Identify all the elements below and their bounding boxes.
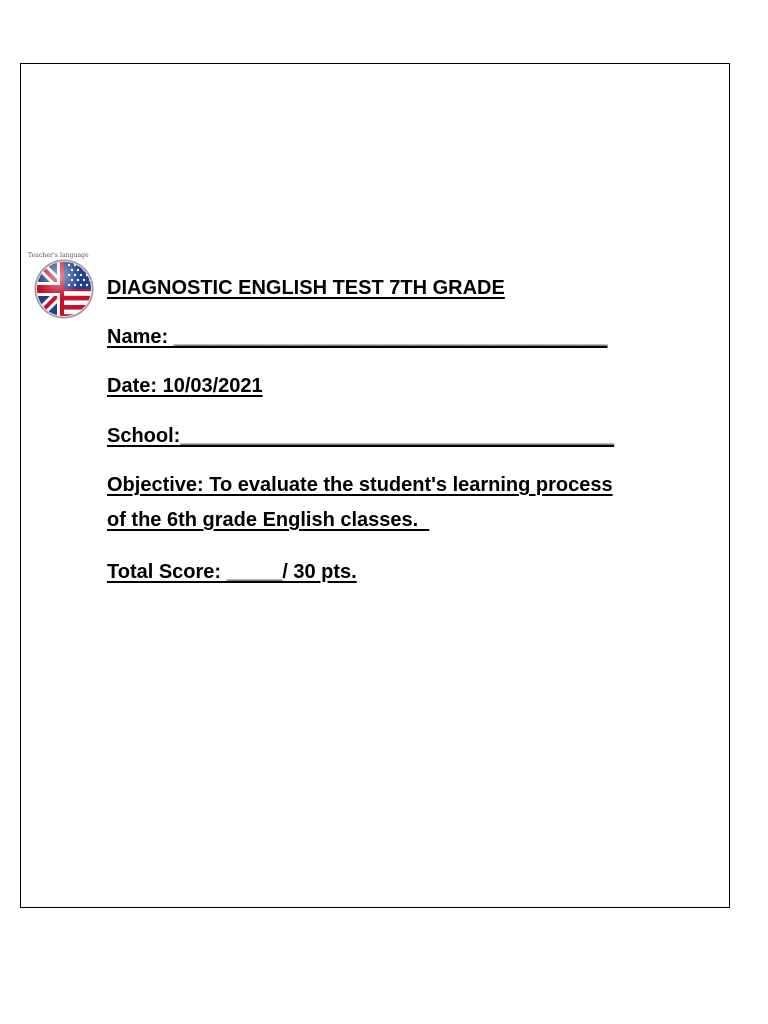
test-title: DIAGNOSTIC ENGLISH TEST 7TH GRADE [107, 277, 505, 299]
name-field-line: Name: _______________________________________ [107, 326, 608, 348]
date-line: Date: 10/03/2021 [107, 375, 263, 397]
objective-line-1: Objective: To evaluate the student's learning process [107, 474, 613, 496]
total-score-line: Total Score: _____/ 30 pts. [107, 561, 357, 583]
uk-us-flag-badge-icon [34, 259, 94, 319]
school-field-line: School:_______________________________________ [107, 425, 615, 447]
teacher-logo [28, 252, 98, 324]
logo-caption: Teacher's language [28, 252, 89, 259]
objective-line-2: of the 6th grade English classes. [107, 509, 430, 531]
